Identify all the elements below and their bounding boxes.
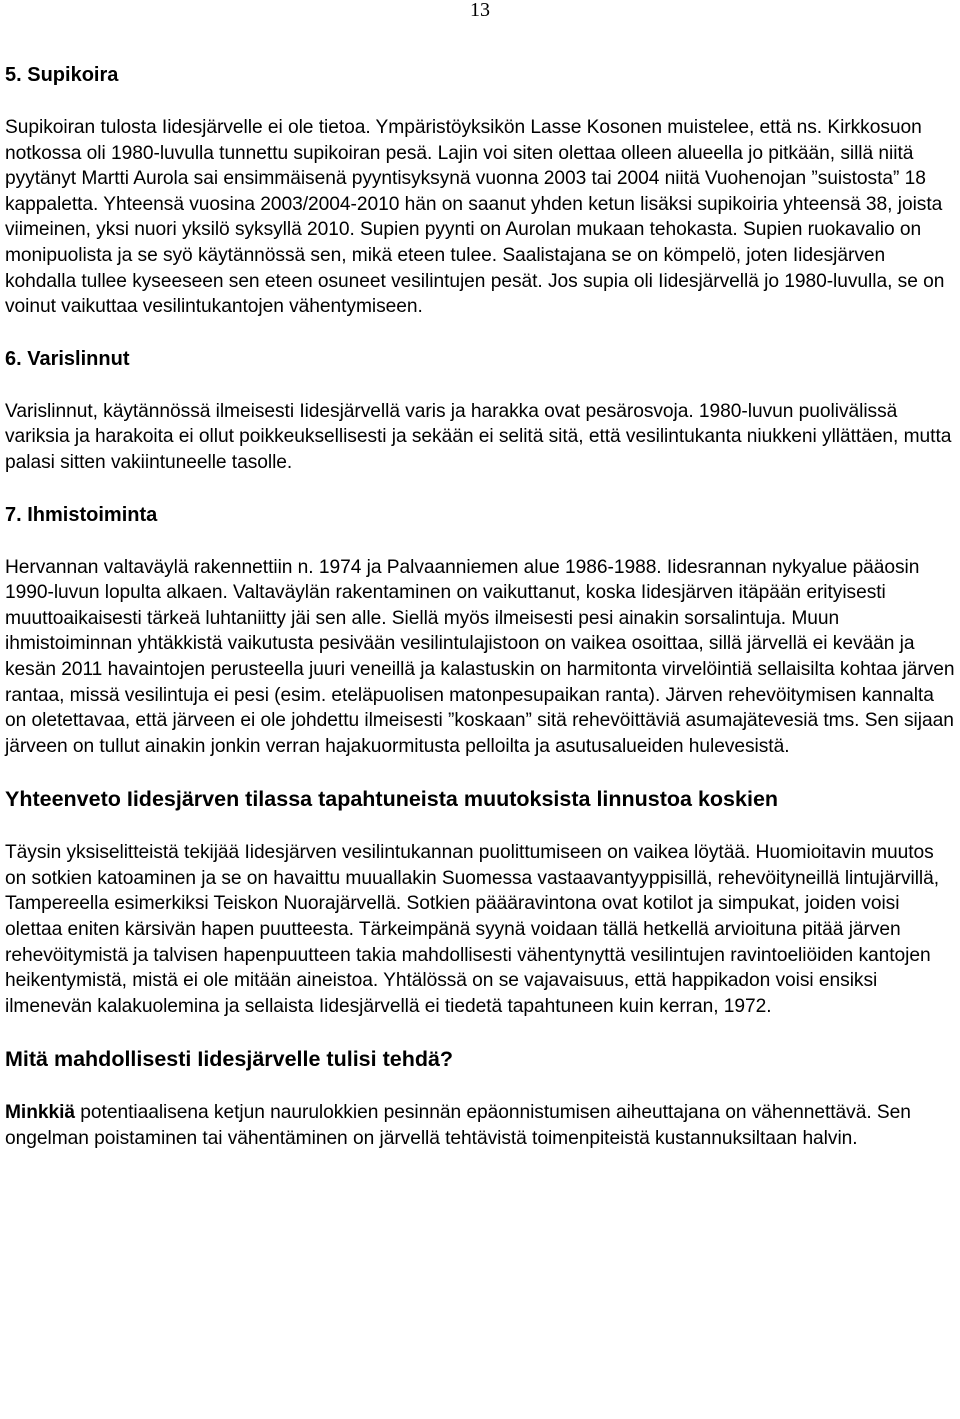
paragraph-toimenpiteet-text: potentiaalisena ketjun naurulokkien pesinnän epäonnistumisen aiheuttajana on vähennettävä. Sen ongelman poistaminen tai vähentäminen on järvellä tehtävistä toimenpiteistä kustannuksiltaan halvin.: [5, 1102, 911, 1150]
section-title-yhteenveto: Yhteenveto Iidesjärven tilassa tapahtuneista muutoksista linnustoa koskien: [5, 787, 779, 812]
paragraph-supikoira: Supikoiran tulosta Iidesjärvelle ei ole tietoa. Ympäristöyksikön Lasse Kosonen muistelee, että ns. Kirkkosuon notkossa oli 1980-luvulla tunnettu supikoiran pesä. Lajin voi siten olettaa olleen alueella jo pitkään, sillä niitä pyytänyt Martti Aurola sai ensimmäisenä pyyntisyksynä vuonna 2003 tai 2004 niitä Vuohenojan ”suistosta” 18 kappaletta. Yhteensä vuosina 2003/2004-2010 hän on saanut yhden ketun lisäksi supikoiria yhteensä 38, joista viimeinen, yksi nuori yksilö syksyllä 2010. Supien pyynti on Aurolan mukaan tehokasta. Supien ruokavalio on monipuolista ja se syö käytännössä sen, mikä eteen tulee. Saalistajana se on kömpelö, joten Iidesjärven kohdalla tullee kyseeseen sen eteen osuneet vesilintujen pesät. Jos supia oli Iidesjärvellä jo 1980-luvulla, se on voinut vaikuttaa vesilintukantojen vähentymiseen.: [5, 117, 945, 318]
paragraph-toimenpiteet: [5, 1100, 957, 1151]
page-number: 13: [470, 0, 490, 21]
paragraph-varislinnut: Varislinnut, käytännössä ilmeisesti Iidesjärvellä varis ja harakka ovat pesärosvoja. 1980-luvun puolivälissä variksia ja harakoita ei ollut poikkeuksellisesti ja sekään ei selitä sitä, että vesilintukanta niukkeni yllättäen, mutta palasi sitten vakiintuneelle tasolle.: [5, 400, 952, 473]
lead-term-minkki: Minkkiä: [5, 1102, 76, 1124]
section-title-varislinnut: 6. Varislinnut: [5, 347, 130, 370]
paragraph-yhteenveto: Täysin yksiselitteistä tekijää Iidesjärven vesilintukannan puolittumiseen on vaikea löytää. Huomioitavin muutos on sotkien katoaminen ja se on havaittu muuallakin Suomessa vastaavantyyppisillä, rehevöityneillä lintujärvillä, Tampereella esimerkiksi Teiskon Nuorajärvellä. Sotkien päääravintona ovat kotilot ja simpukat, joiden voisi olettaa eniten kärsivän hapen puutteesta. Tärkeimpänä syynä voidaan tällä hetkellä arvioituna pitää järven rehevöitymistä ja talvisen hapenpuutteen takia mahdollisesti vähentynyttä vesilintujen ravintoeliöiden kantojen heikentymistä, mistä ei ole mitään aineistoa. Yhtälössä on se vajavaisuus, että happikadon voisi ensiksi ilmenevän kalakuolemina ja sellaista Iidesjärvellä ei tiedetä tapahtuneen kuin kerran, 1972.: [5, 842, 940, 1017]
section-title-toimenpiteet: Mitä mahdollisesti Iidesjärvelle tulisi tehdä?: [5, 1047, 454, 1072]
document-body: [5, 62, 957, 1152]
paragraph-ihmistoiminta: Hervannan valtaväylä rakennettiin n. 1974 ja Palvaanniemen alue 1986-1988. Iidesrannan nykyalue pääosin 1990-luvun lopulta alkaen. Valtaväylän rakentaminen on vaikuttanut, koska Iidesjärven itäpään erityisesti muuttoaikaisesti tärkeä luhtaniitty jäi sen alle. Siellä myös ilmeisesti pesi ainakin sorsalintuja. Muun ihmistoiminnan yhtäkkistä vaikutusta pesivään vesilintulajistoon on vaikea osoittaa, sillä järvellä ei kevään ja kesän 2011 havaintojen perusteella juuri veneillä ja kalastuskin on harmitonta virvelöintiä sellaisilta kohtaa järven rantaa, missä vesilintuja ei pesi (esim. eteläpuolisen matonpesupaikan ranta). Järven rehevöitymisen kannalta on oletettavaa, että järveen ei ole johdettu ilmeisesti ”koskaan” sitä rehevöittäviä asumajätevesiä tms. Sen sijaan järveen on tullut ainakin jonkin verran hajakuormitusta pelloilta ja asutusalueiden hulevesistä.: [5, 556, 955, 757]
section-title-supikoira: 5. Supikoira: [5, 64, 119, 86]
section-title-ihmistoiminta: 7. Ihmistoiminta: [5, 503, 158, 526]
